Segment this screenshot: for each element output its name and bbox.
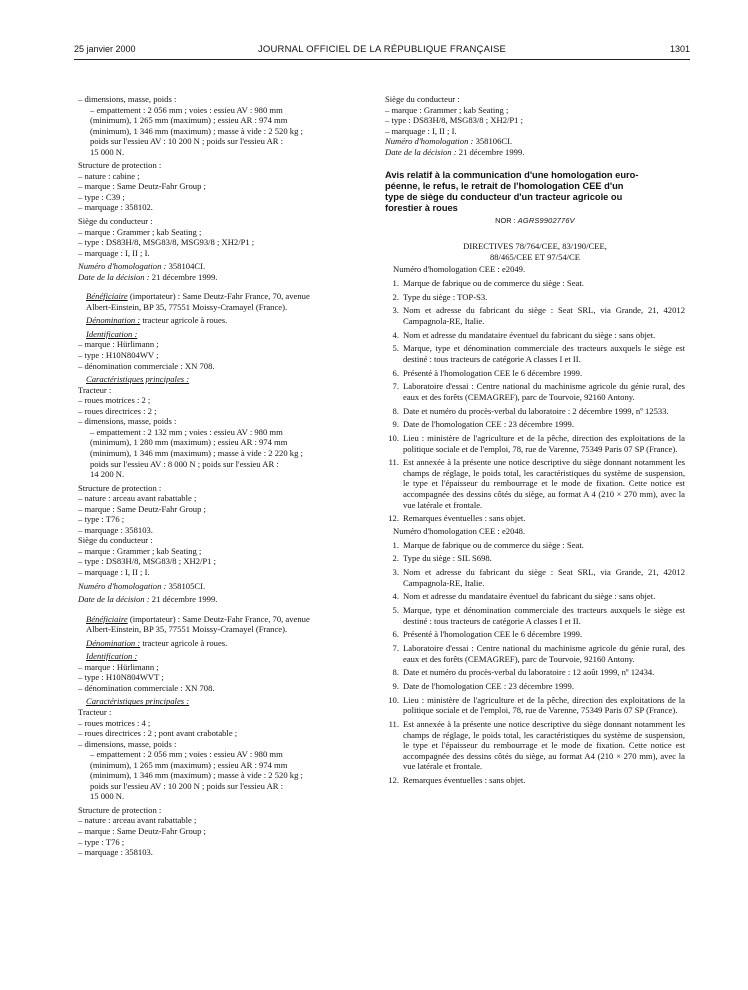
list-item: – marque : Same Deutz-Fahr Group ; [78, 826, 206, 836]
siege-heading: Siège du conducteur : [78, 216, 153, 227]
item-text: Nom et adresse du fabricant du siège : Seat SRL, via Grande, 21, 42012 Campagnola-RE, Italie. [403, 305, 685, 326]
item-number: 11. [388, 457, 399, 468]
list-item: – marque : Grammer ; kab Seating ; [78, 545, 202, 556]
item-text: Est annexée à la présente une notice descriptive du siège donnant notamment les champs de réglage, le poids total, les caractéristiques du système de suspension, le type et l'épaisseur du rembourrage et le mode de fixation. Cette notice est accompagnée des dessins côtés du siège, au format A 4 (210 × 270 mm), avec la vue latérale et frontale. [403, 457, 685, 510]
item-number: 3. [392, 305, 399, 316]
list-item: – marque : Same Deutz-Fahr Group ; [78, 181, 206, 192]
homologation-number: Numéro d'homologation : 358106CI. [385, 136, 513, 147]
item-text: Lieu : ministère de l'agriculture et de la pêche, direction des exploitations de la politique sociale et de l'emploi, 78, rue de Varenne, 75349 Paris 07 SP (France). [403, 694, 685, 716]
list-item: – type : T76 ; [78, 514, 125, 525]
list-item [385, 433, 685, 454]
nor-reference: NOR : AGRS9902776V [495, 216, 575, 226]
list-item: – dimensions, masse, poids : [78, 738, 177, 749]
item-number: 5. [392, 343, 399, 354]
issue-date: 25 janvier 2000 [74, 44, 136, 54]
list-item [385, 643, 685, 664]
cee-homologation-number: Numéro d'homologation CEE : e2048. [393, 525, 526, 536]
list-item: – type : T76 ; [78, 836, 125, 847]
list-item [385, 419, 685, 430]
list-item: – dénomination commerciale : XN 708. [78, 360, 215, 371]
list-item: – type : DS83H/8, MSG83/8 ; XH2/P1 ; [78, 556, 216, 567]
item-text: Nom et adresse du mandataire éventuel du fabricant du siège : sans objet. [403, 591, 656, 602]
item-text: Date de l'homologation CEE : 23 décembre 1999. [403, 681, 574, 692]
item-text: Date de l'homologation CEE : 23 décembre 1999. [403, 419, 574, 430]
item-text: Type du siège : SIL S698. [403, 553, 492, 564]
tracteur-heading: Tracteur : [78, 706, 112, 717]
header-rule [74, 59, 690, 60]
item-number: 7. [392, 643, 399, 654]
list-item [385, 629, 685, 640]
list-item [385, 292, 685, 303]
item-text: Date et numéro du procès-verbal du laboratoire : 2 décembre 1999, nº 12533. [403, 405, 669, 416]
decision-date: Date de la décision : 21 décembre 1999. [78, 271, 218, 282]
list-item [385, 567, 685, 588]
list-item: – type : H10N804WV ; [78, 350, 159, 361]
item-number: 2. [392, 553, 399, 564]
empattement-paragraph: – empattement : 2 132 mm ; voies : essieu AV : 980 mm (minimum), 1 280 mm (maximum) ; essieu AR : 974 mm (minimum), 1 346 mm (maximum) ; masse à vide : 2 220 kg ; poids sur l'essieu AV : 8 000 N ; poids sur l'essieu AR : 14 200 N. [90, 426, 303, 480]
item-text: Est annexée à la présente une notice descriptive du siège donnant notamment les champs de réglage, le poids total, les caractéristiques du système de suspension, le type et l'épaisseur du rembourrage et le mode de fixation. Cette notice est accompagnée des dessins côtés du siège, au format A4 (210 × 270 mm), avec la vue latérale et frontale. [403, 719, 685, 772]
list-item: – marque : Hürlimann ; [78, 339, 159, 350]
notice-title: Avis relatif à la communication d'une homologation euro- péenne, le refus, le retrait de l'homologation CEE d'un type de siège du conducteur d'un tracteur agricole ou forestier à roues [385, 170, 639, 213]
list-item [385, 667, 685, 678]
empattement-paragraph: – empattement : 2 056 mm ; voies : essieu AV : 980 mm (minimum), 1 265 mm (maximum) ; essieu AR : 974 mm (minimum), 1 346 mm (maximum) ; masse à vide : 2 520 kg ; poids sur l'essieu AV : 10 200 N ; poids sur l'essieu AR : 15 000 N. [90, 749, 303, 802]
cee-homologation-number: Numéro d'homologation CEE : e2049. [393, 264, 526, 275]
item-text: Laboratoire d'essai : Centre national du machinisme agricole du génie rural, des eaux et des forêts (CEMAGREF), parc de Tourvoie, 92160 Antony. [403, 381, 685, 402]
list-item: – roues directrices : 2 ; [78, 405, 157, 416]
item-number: 12. [388, 775, 399, 786]
list-item: – marque : Grammer ; kab Seating ; [78, 226, 202, 237]
identification-heading: Identification : [86, 328, 138, 339]
item-number: 9. [392, 681, 399, 692]
list-item: – nature : arceau avant rabattable ; [78, 493, 197, 504]
list-item: – dimensions, masse, poids : [78, 416, 177, 427]
item-text: Présenté à l'homologation CEE le 6 décembre 1999. [403, 629, 583, 640]
denomination: Dénomination : tracteur agricole à roues. [86, 637, 228, 648]
item-text: Remarques éventuelles : sans objet. [403, 513, 526, 524]
beneficiary-label: Bénéficiaire [86, 291, 128, 302]
list-item [385, 381, 685, 402]
item-number: 8. [392, 667, 399, 678]
protection-heading: Structure de protection : [78, 160, 162, 171]
list-item [385, 605, 685, 626]
list-item [385, 457, 685, 510]
list-item [385, 719, 685, 772]
list-item [385, 540, 685, 551]
protection-heading: Structure de protection : [78, 804, 162, 815]
item-number: 4. [392, 591, 399, 602]
page-header [74, 44, 690, 58]
list-item [385, 513, 685, 524]
list-item [385, 591, 685, 602]
list-item [385, 305, 685, 326]
item-number: 5. [392, 605, 399, 616]
item-text: Nom et adresse du mandataire éventuel du fabricant du siège : sans objet. [403, 329, 656, 340]
item-text: Marque, type et dénomination commerciale des tracteurs auxquels le siège est destiné : tous tracteurs de catégorie A classes I et II. [403, 343, 685, 364]
numbered-list [385, 540, 685, 786]
beneficiary-label: Bénéficiaire [86, 613, 128, 624]
list-item: – marquage : I, II ; I. [78, 566, 150, 577]
list-item [385, 343, 685, 364]
list-item: – nature : arceau avant rabattable ; [78, 815, 197, 826]
item-number: 12. [388, 513, 399, 524]
list-item: – roues motrices : 4 ; [78, 717, 151, 728]
homologation-number: Numéro d'homologation : 358104CI. [78, 261, 206, 272]
denomination: Dénomination : tracteur agricole à roues. [86, 315, 228, 326]
item-text: Marque de fabrique ou de commerce du siège : Seat. [403, 539, 584, 550]
list-item: – nature : cabine ; [78, 170, 140, 181]
item-number: 2. [392, 291, 399, 302]
decision-date: Date de la décision : 21 décembre 1999. [78, 594, 218, 605]
protection-heading: Structure de protection : [78, 482, 162, 493]
item-number: 8. [392, 405, 399, 416]
list-item [385, 368, 685, 379]
item-number: 4. [392, 329, 399, 340]
list-item: – type : H10N804WVT ; [78, 672, 164, 683]
siege-heading: Siège du conducteur : [78, 535, 153, 546]
list-item: – marquage : I, II ; I. [385, 125, 457, 136]
item-number: 10. [388, 433, 399, 444]
list-item [385, 695, 685, 716]
list-item: – type : DS83H/8, MSG83/8, MSG93/8 ; XH2/P1 ; [78, 237, 255, 248]
item-number: 6. [392, 367, 399, 378]
item-number: 1. [392, 539, 399, 550]
item-text: Remarques éventuelles : sans objet. [403, 775, 526, 786]
numbered-list [385, 278, 685, 524]
caracteristiques-heading: Caractéristiques principales : [86, 374, 190, 385]
list-item [385, 330, 685, 341]
item-text: Date et numéro du procès-verbal du laboratoire : 12 août 1999, nº 12434. [403, 667, 655, 678]
beneficiary: Bénéficiaire (importateur) : Same Deutz-Fahr France, 70, avenue Albert-Einstein, BP 35, 77551 Moissy-Cramayel (France). [86, 291, 310, 312]
item-number: 3. [392, 567, 399, 578]
dims-heading: – dimensions, masse, poids : [78, 94, 177, 104]
item-number: 7. [392, 381, 399, 392]
list-item: – marquage : I, II ; I. [78, 247, 150, 258]
item-text: Nom et adresse du fabricant du siège : Seat SRL, via Grande, 21, 42012 Campagnola-RE, Italie. [403, 567, 685, 588]
list-item: – roues motrices : 2 ; [78, 395, 151, 406]
caracteristiques-heading: Caractéristiques principales : [86, 696, 190, 707]
page-number: 1301 [669, 44, 690, 54]
directives-heading: DIRECTIVES 78/764/CEE, 83/190/CEE, 88/465/CEE ET 97/54/CE [463, 241, 607, 262]
list-item: – dénomination commerciale : XN 708. [78, 682, 215, 693]
list-item: – marquage : 358103. [78, 847, 153, 858]
list-item: – marque : Hürlimann ; [78, 661, 159, 672]
list-item [385, 278, 685, 289]
right-column [385, 94, 685, 786]
list-item: – marquage : 358103. [78, 524, 153, 535]
item-text: Marque de fabrique ou de commerce du siège : Seat. [403, 277, 584, 288]
list-item [385, 681, 685, 692]
list-item: – marque : Grammer ; kab Seating ; [385, 104, 509, 115]
item-text: Lieu : ministère de l'agriculture et de la pêche, direction des exploitations de la politique sociale et de l'emploi, 78, rue de Varenne, 75349 Paris 07 SP (France). [403, 433, 685, 454]
item-text: Laboratoire d'essai : Centre national du machinisme agricole du génie rural, des eaux et des forêts (CEMAGREF), parc de Tourvoie, 92160 Antony. [403, 643, 685, 664]
empattement-paragraph: – empattement : 2 056 mm ; voies : essieu AV : 980 mm (minimum), 1 265 mm (maximum) ; essieu AR : 974 mm (minimum), 1 346 mm (maximum) ; masse à vide : 2 520 kg ; poids sur l'essieu AV : 10 200 N ; poids sur l'essieu AR : 15 000 N. [90, 104, 303, 157]
list-item: – roues directrices : 2 ; pont avant crabotable ; [78, 728, 238, 739]
decision-date: Date de la décision : 21 décembre 1999. [385, 146, 525, 157]
beneficiary: Bénéficiaire (importateur) : Same Deutz-Fahr France, 70, avenue Albert-Einstein, BP 35, 77551 Moissy-Cramayel (France). [86, 613, 310, 635]
identification-heading: Identification : [86, 651, 138, 662]
item-text: Présenté à l'homologation CEE le 6 décembre 1999. [403, 367, 583, 378]
list-item [385, 406, 685, 417]
list-item: – type : DS83H/8, MSG83/8 ; XH2/P1 ; [385, 115, 523, 126]
list-item: – marque : Same Deutz-Fahr Group ; [78, 503, 206, 514]
left-column [78, 94, 373, 858]
list-item: – marquage : 358102. [78, 202, 153, 213]
siege-heading: Siège du conducteur : [385, 94, 460, 104]
item-number: 10. [388, 694, 399, 705]
list-item [385, 553, 685, 564]
list-item [385, 775, 685, 786]
item-text: Marque, type et dénomination commerciale des tracteurs auxquels le siège est destiné : tous tracteurs de catégorie A classes I et II. [403, 605, 685, 626]
list-item: – type : C39 ; [78, 191, 125, 202]
homologation-number: Numéro d'homologation : 358105CI. [78, 580, 206, 591]
item-number: 9. [392, 419, 399, 430]
journal-title: JOURNAL OFFICIEL DE LA RÉPUBLIQUE FRANÇAISE [257, 44, 507, 55]
item-text: Type du siège : TOP-S3. [403, 291, 488, 302]
item-number: 6. [392, 629, 399, 640]
tracteur-heading: Tracteur : [78, 384, 112, 395]
item-number: 11. [388, 719, 399, 730]
item-number: 1. [392, 277, 399, 288]
